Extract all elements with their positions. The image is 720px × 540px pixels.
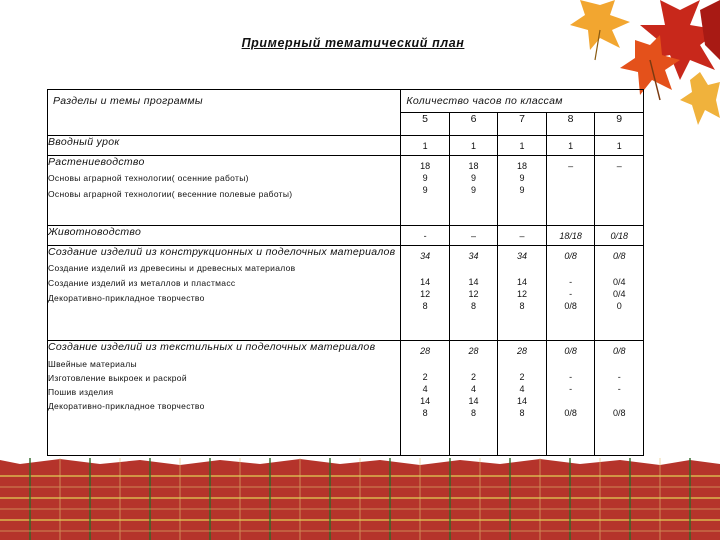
hours-cell — [546, 246, 595, 341]
plaid-border-decoration-icon — [0, 458, 720, 540]
hours-value: 0 — [616, 301, 622, 311]
hours-value: 4 — [471, 384, 477, 394]
subsection-item: Декоративно-прикладное творчество — [48, 401, 205, 411]
hours-cell: 1 — [498, 136, 546, 156]
grade-9-header: 9 — [595, 113, 644, 136]
hours-value: 14 — [420, 277, 431, 287]
hours-value: 8 — [422, 301, 428, 311]
hours-value: - — [569, 384, 573, 394]
hours-value: – — [568, 161, 574, 171]
hours-value: 0/8 — [564, 408, 577, 418]
section-title: Вводный урок — [48, 136, 120, 148]
hours-value: - — [569, 372, 573, 382]
table-row — [48, 226, 644, 246]
hours-value: 18 — [517, 161, 528, 171]
hours-cell — [401, 341, 449, 456]
hours-total: 34 — [420, 251, 431, 261]
hours-cell — [498, 246, 546, 341]
hours-value: 8 — [471, 408, 477, 418]
table-row — [48, 341, 644, 456]
thematic-plan-table — [47, 89, 644, 456]
hours-cell — [595, 226, 644, 246]
hours-value: 12 — [420, 289, 431, 299]
hours-value: 0/18 — [610, 231, 628, 241]
section-cell — [48, 226, 401, 246]
hours-total: 34 — [517, 251, 528, 261]
hours-value: 0/4 — [612, 289, 626, 299]
section-cell — [48, 156, 401, 226]
section-title: Животноводство — [48, 226, 142, 238]
hours-cell: – — [498, 226, 546, 246]
subsection-item: Основы аграрной технологии( весенние полевые работы) — [48, 189, 293, 199]
header-sections-label: Разделы и темы программы — [53, 95, 203, 107]
table-header-row — [48, 90, 644, 113]
hours-total: 0/8 — [564, 251, 577, 261]
hours-cell: 1 — [449, 136, 497, 156]
hours-cell — [449, 246, 497, 341]
page-title: Примерный тематический план — [241, 36, 465, 50]
hours-cell — [546, 341, 595, 456]
hours-value: 8 — [519, 301, 525, 311]
hours-value: 0/8 — [612, 408, 626, 418]
hours-value: 0/4 — [612, 277, 626, 287]
hours-cell — [595, 246, 644, 341]
section-title: Создание изделий из текстильных и поделочных материалов — [48, 341, 376, 353]
grade-5-header: 5 — [401, 113, 449, 136]
hours-cell — [595, 341, 644, 456]
section-cell — [48, 246, 401, 341]
hours-cell — [498, 341, 546, 456]
hours-value: - — [617, 372, 621, 382]
hours-value: 4 — [519, 384, 525, 394]
hours-value: 18 — [420, 161, 431, 171]
hours-value: 14 — [517, 396, 528, 406]
hours-cell — [449, 341, 497, 456]
hours-cell: 1 — [546, 136, 595, 156]
hours-cell: 1 — [595, 136, 644, 156]
table-row — [48, 156, 644, 226]
hours-value: 18/18 — [559, 231, 582, 241]
hours-value: 14 — [420, 396, 431, 406]
section-title: Растениеводство — [48, 156, 145, 168]
hours-cell: – — [449, 226, 497, 246]
hours-total: 28 — [468, 346, 479, 356]
hours-total: 28 — [420, 346, 431, 356]
hours-value: 4 — [422, 384, 428, 394]
hours-value: 9 — [519, 173, 525, 183]
table-row — [48, 246, 644, 341]
hours-value: 2 — [519, 372, 525, 382]
header-sections-cell — [48, 90, 401, 136]
subsection-item: Изготовление выкроек и раскрой — [48, 373, 187, 383]
hours-cell: - — [401, 226, 449, 246]
table-row — [48, 136, 644, 156]
hours-value: 9 — [422, 173, 428, 183]
subsection-item: Создание изделий из древесины и древесных материалов — [48, 263, 296, 273]
hours-value: 0/8 — [564, 301, 577, 311]
grade-6-header: 6 — [449, 113, 497, 136]
section-cell — [48, 341, 401, 456]
hours-value: 9 — [471, 185, 477, 195]
section-title: Создание изделий из конструкционных и поделочных материалов — [48, 246, 396, 258]
hours-value: 2 — [471, 372, 477, 382]
hours-cell — [498, 156, 546, 226]
hours-value: 14 — [517, 277, 528, 287]
subsection-item: Швейные материалы — [48, 359, 137, 369]
subsection-item: Декоративно-прикладное творчество — [48, 293, 205, 303]
hours-cell — [401, 156, 449, 226]
hours-total: 0/8 — [612, 251, 626, 261]
hours-value: 8 — [471, 301, 477, 311]
hours-value: - — [569, 277, 573, 287]
hours-value: 9 — [471, 173, 477, 183]
hours-value: - — [617, 384, 621, 394]
subsection-item: Пошив изделия — [48, 387, 114, 397]
hours-cell — [401, 246, 449, 341]
hours-total: 0/8 — [612, 346, 626, 356]
header-hours-label: Количество часов по классам — [406, 95, 563, 107]
hours-cell — [546, 156, 595, 226]
subsection-item: Основы аграрной технологии( осенние работы) — [48, 173, 249, 183]
hours-cell — [595, 156, 644, 226]
hours-value: 12 — [517, 289, 528, 299]
hours-value: 14 — [468, 396, 479, 406]
hours-cell — [449, 156, 497, 226]
grade-8-header: 8 — [546, 113, 595, 136]
hours-total: 0/8 — [564, 346, 577, 356]
hours-value: - — [569, 289, 573, 299]
hours-value: 9 — [519, 185, 525, 195]
hours-value: 9 — [422, 185, 428, 195]
hours-value: – — [616, 161, 622, 171]
hours-total: 34 — [468, 251, 479, 261]
grade-7-header: 7 — [498, 113, 546, 136]
header-hours-cell — [401, 90, 644, 113]
hours-value: 12 — [468, 289, 479, 299]
hours-cell: 1 — [401, 136, 449, 156]
hours-value: 14 — [468, 277, 479, 287]
hours-value: 2 — [422, 372, 428, 382]
subsection-item: Создание изделий из металлов и пластмасс — [48, 278, 236, 288]
hours-value: 8 — [422, 408, 428, 418]
hours-value: 18 — [468, 161, 479, 171]
hours-total: 28 — [517, 346, 528, 356]
hours-cell — [546, 226, 595, 246]
section-cell — [48, 136, 401, 156]
hours-value: 8 — [519, 408, 525, 418]
